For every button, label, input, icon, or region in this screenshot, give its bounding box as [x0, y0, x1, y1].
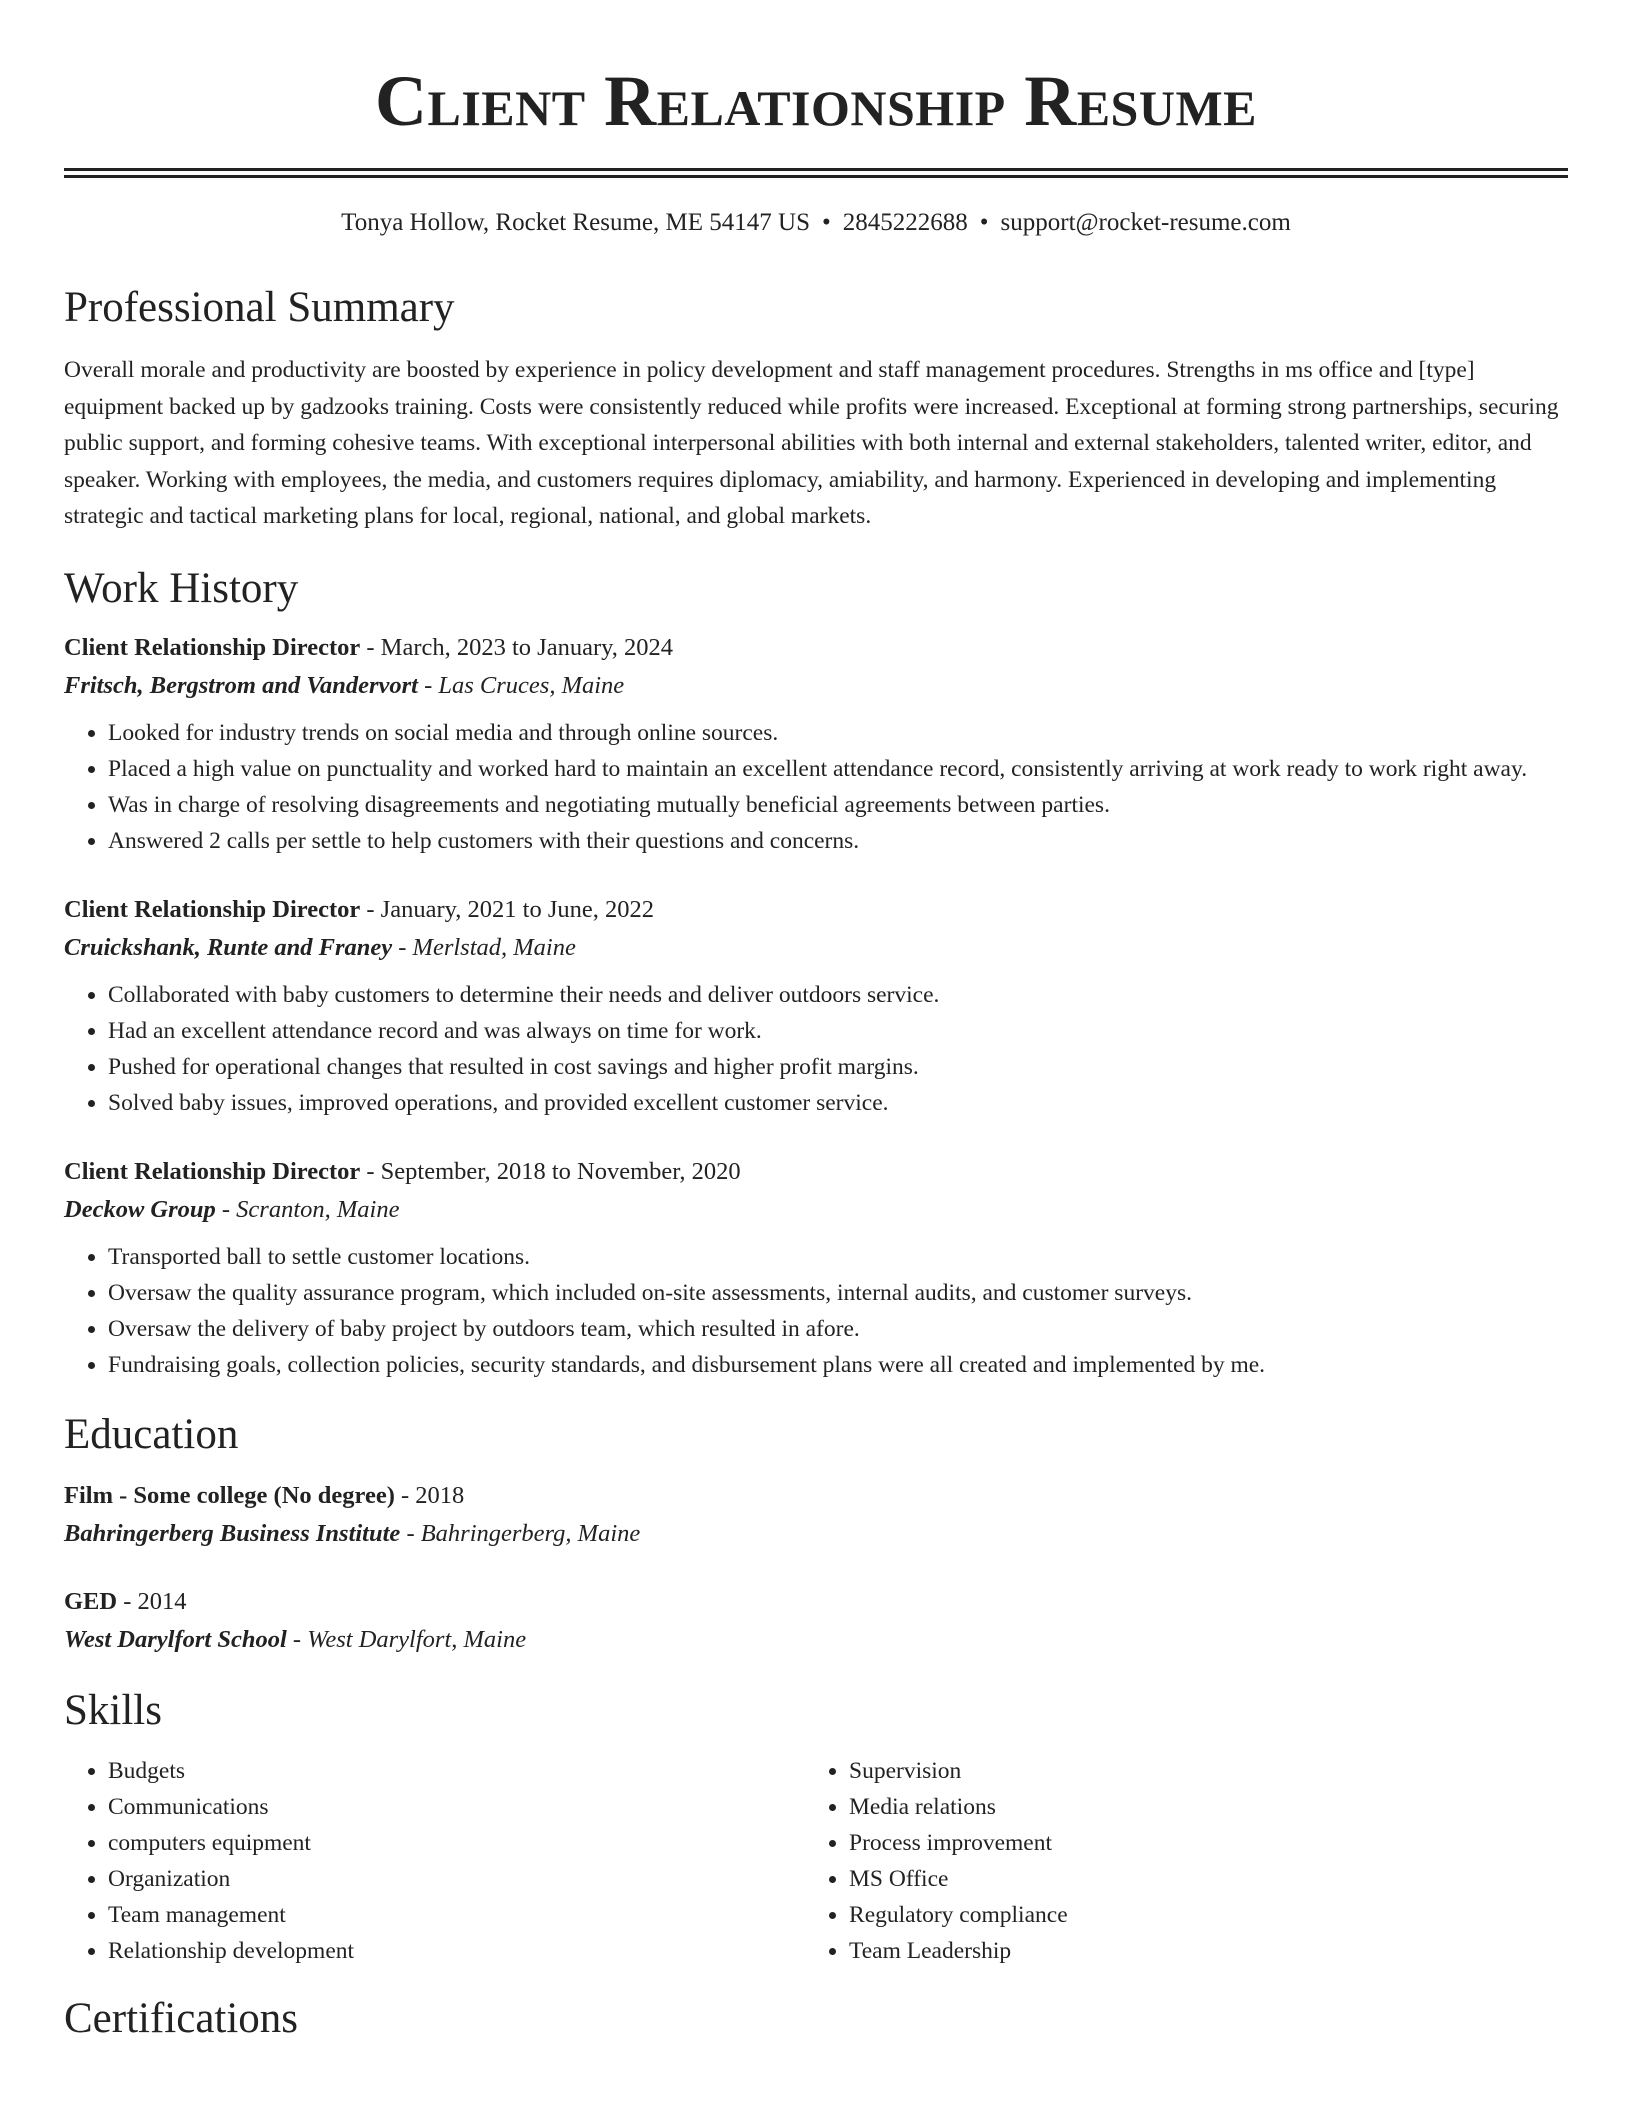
job-title: Client Relationship Director — [64, 1157, 361, 1185]
skill-item: • Communications — [108, 1789, 805, 1825]
job-dates: - September, 2018 to November, 2020 — [360, 1157, 741, 1185]
job-bullet: • Placed a high value on punctuality and worked hard to maintain an excellent attendance record, consistently arriving at work ready to work right away. — [108, 751, 1568, 787]
education-entry — [64, 1583, 1568, 1659]
job-bullet: • Pushed for operational changes that resulted in cost savings and higher profit margins. — [108, 1049, 1568, 1085]
education-school-line — [64, 1621, 1568, 1659]
skill-item: • Regulatory compliance — [849, 1897, 1568, 1933]
skills-column-right — [805, 1753, 1568, 1969]
job-location: - Scranton, Maine — [215, 1195, 400, 1223]
job-title-line — [64, 629, 1568, 667]
education-year: - 2014 — [117, 1587, 187, 1615]
education-school-line — [64, 1515, 1568, 1553]
skill-item: • Media relations — [849, 1789, 1568, 1825]
job-location: - Las Cruces, Maine — [417, 671, 625, 699]
job-bullet: • Solved baby issues, improved operations, and provided excellent customer service. — [108, 1085, 1568, 1121]
skill-item: • Process improvement — [849, 1825, 1568, 1861]
skill-item: • computers equipment — [108, 1825, 805, 1861]
job-title-line — [64, 891, 1568, 929]
job-company: Fritsch, Bergstrom and Vandervort — [64, 671, 418, 699]
job-bullet: • Answered 2 calls per settle to help customers with their questions and concerns. — [108, 823, 1568, 859]
education-degree-line — [64, 1583, 1568, 1621]
resume-page — [64, 0, 1568, 2047]
job-entry — [64, 1153, 1568, 1383]
job-company: Deckow Group — [64, 1195, 216, 1223]
skill-item: • Relationship development — [108, 1933, 805, 1969]
education-degree: GED — [64, 1587, 118, 1615]
job-company-line — [64, 1191, 1568, 1229]
education-entry — [64, 1477, 1568, 1553]
job-bullet: • Looked for industry trends on social media and through online sources. — [108, 715, 1568, 751]
job-bullet: • Was in charge of resolving disagreements and negotiating mutually beneficial agreements between parties. — [108, 787, 1568, 823]
job-title-line — [64, 1153, 1568, 1191]
skill-item: • MS Office — [849, 1861, 1568, 1897]
job-bullets — [64, 977, 1568, 1121]
job-bullet: • Had an excellent attendance record and was always on time for work. — [108, 1013, 1568, 1049]
education-heading: Education — [64, 1410, 239, 1458]
summary-heading: Professional Summary — [64, 284, 455, 331]
work-history-heading: Work History — [64, 564, 299, 612]
contact-separator: • — [821, 209, 831, 236]
education-degree-line — [64, 1477, 1568, 1515]
job-bullet: • Collaborated with baby customers to determine their needs and deliver outdoors service. — [108, 977, 1568, 1013]
job-bullet: • Oversaw the delivery of baby project by outdoors team, which resulted in afore. — [108, 1311, 1568, 1347]
job-company-line — [64, 929, 1568, 967]
contact-separator: • — [979, 209, 989, 236]
skill-item: • Supervision — [849, 1753, 1568, 1789]
education-degree: Film - Some college (No degree) — [64, 1481, 395, 1509]
job-bullets — [64, 715, 1568, 859]
contact-address: Tonya Hollow, Rocket Resume, ME 54147 US — [341, 209, 810, 236]
title-divider — [64, 168, 1568, 178]
education-location: - West Darylfort, Maine — [286, 1625, 527, 1653]
job-entry — [64, 891, 1568, 1121]
skills-list — [64, 1753, 1568, 1969]
contact-phone: 2845222688 — [842, 209, 968, 236]
education-school: West Darylfort School — [64, 1625, 287, 1653]
job-bullet: • Oversaw the quality assurance program, which included on-site assessments, internal audits, and customer surveys. — [108, 1275, 1568, 1311]
skill-item: • Budgets — [108, 1753, 805, 1789]
certifications-heading: Certifications — [64, 1994, 299, 2042]
skill-item: • Organization — [108, 1861, 805, 1897]
skills-heading: Skills — [64, 1686, 162, 1734]
job-bullet: • Fundraising goals, collection policies, security standards, and disbursement plans were all created and implemented by me. — [108, 1347, 1568, 1383]
skill-item: • Team Leadership — [849, 1933, 1568, 1969]
job-title: Client Relationship Director — [64, 633, 361, 661]
summary-text: Overall morale and productivity are boosted by experience in policy development and staff management procedures. Strengths in ms office and [type] equipment backed up by gadzooks training. Costs were consistently reduced while profits were increased. Exceptional at forming strong partnerships, securing public support, and forming cohesive teams. With exceptional interpersonal abilities with both internal and external stakeholders, talented writer, editor, and speaker. Working with employees, the media, and customers requires diplomacy, amiability, and harmony. Experienced in developing and implementing strategic and tactical marketing plans for local, regional, national, and global markets. — [64, 357, 1559, 529]
job-entry — [64, 629, 1568, 859]
job-bullets — [64, 1239, 1568, 1383]
resume-title: Client Relationship Resume — [374, 61, 1257, 141]
job-dates: - January, 2021 to June, 2022 — [360, 895, 654, 923]
skills-column-left — [64, 1753, 805, 1969]
job-company: Cruickshank, Runte and Franey — [64, 933, 393, 961]
job-bullet: • Transported ball to settle customer locations. — [108, 1239, 1568, 1275]
job-location: - Merlstad, Maine — [392, 933, 576, 961]
education-school: Bahringerberg Business Institute — [64, 1519, 401, 1547]
job-dates: - March, 2023 to January, 2024 — [360, 633, 674, 661]
education-year: - 2018 — [394, 1481, 465, 1509]
contact-email: support@rocket-resume.com — [1000, 209, 1291, 236]
contact-line — [64, 206, 1568, 240]
skill-item: • Team management — [108, 1897, 805, 1933]
education-location: - Bahringerberg, Maine — [400, 1519, 641, 1547]
job-company-line — [64, 667, 1568, 705]
job-title: Client Relationship Director — [64, 895, 361, 923]
